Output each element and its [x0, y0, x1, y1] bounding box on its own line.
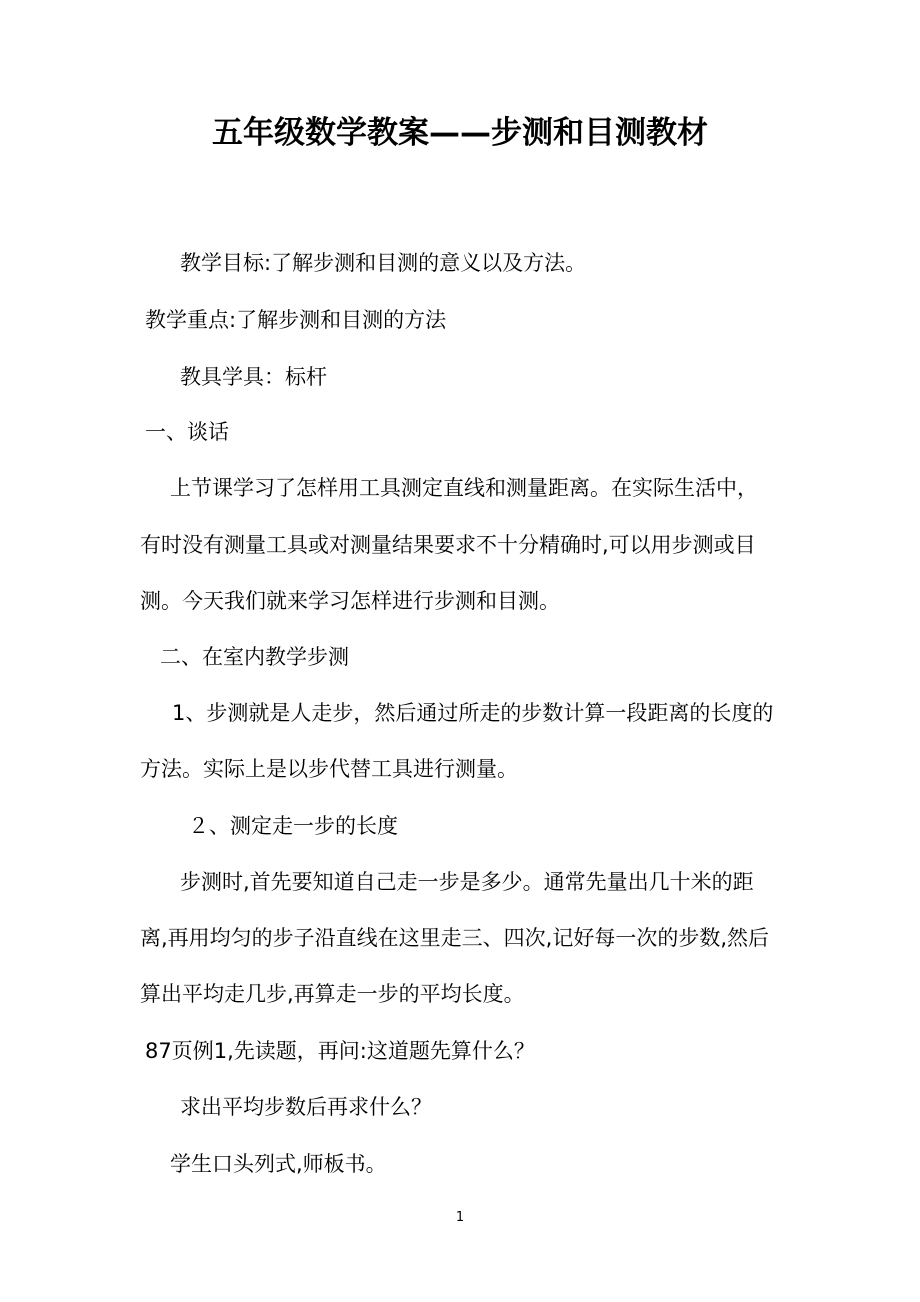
paragraph-line: 1、步测就是人走步，然后通过所走的步数计算一段距离的长度的: [172, 701, 774, 725]
paragraph-line: 算出平均走几步,再算走一步的平均长度。: [140, 982, 525, 1006]
paragraph-line: ２、测定走一步的长度: [188, 814, 398, 838]
paragraph-line: 步测时,首先要知道自己走一步是多少。通常先量出几十米的距: [180, 870, 754, 894]
section-heading: 一、谈话: [145, 420, 229, 444]
paragraph-line: 上节课学习了怎样用工具测定直线和测量距离。在实际生活中，: [170, 476, 758, 500]
section-heading: 二、在室内教学步测: [160, 645, 349, 669]
paragraph-line: 教学目标:了解步测和目测的意义以及方法。: [180, 251, 587, 275]
page-number: 1: [455, 1210, 465, 1225]
paragraph-line: 求出平均步数后再求什么？: [180, 1095, 432, 1119]
paragraph-line: 测。今天我们就来学习怎样进行步测和目测。: [140, 589, 560, 613]
paragraph-line: 学生口头列式,师板书。: [170, 1152, 387, 1176]
paragraph-line: 有时没有测量工具或对测量结果要求不十分精确时,可以用步测或目: [140, 533, 756, 557]
paragraph-line: 离,再用均匀的步子沿直线在这里走三、四次,记好每一次的步数,然后: [140, 926, 770, 950]
document-title: 五年级数学教案——步测和目测教材: [212, 115, 708, 151]
paragraph-line: 教具学具：标杆: [180, 365, 327, 389]
paragraph-line: 教学重点:了解步测和目测的方法: [145, 308, 447, 332]
paragraph-line: 87页例1,先读题，再问:这道题先算什么？: [145, 1039, 535, 1063]
paragraph-line: 方法。实际上是以步代替工具进行测量。: [140, 757, 518, 781]
